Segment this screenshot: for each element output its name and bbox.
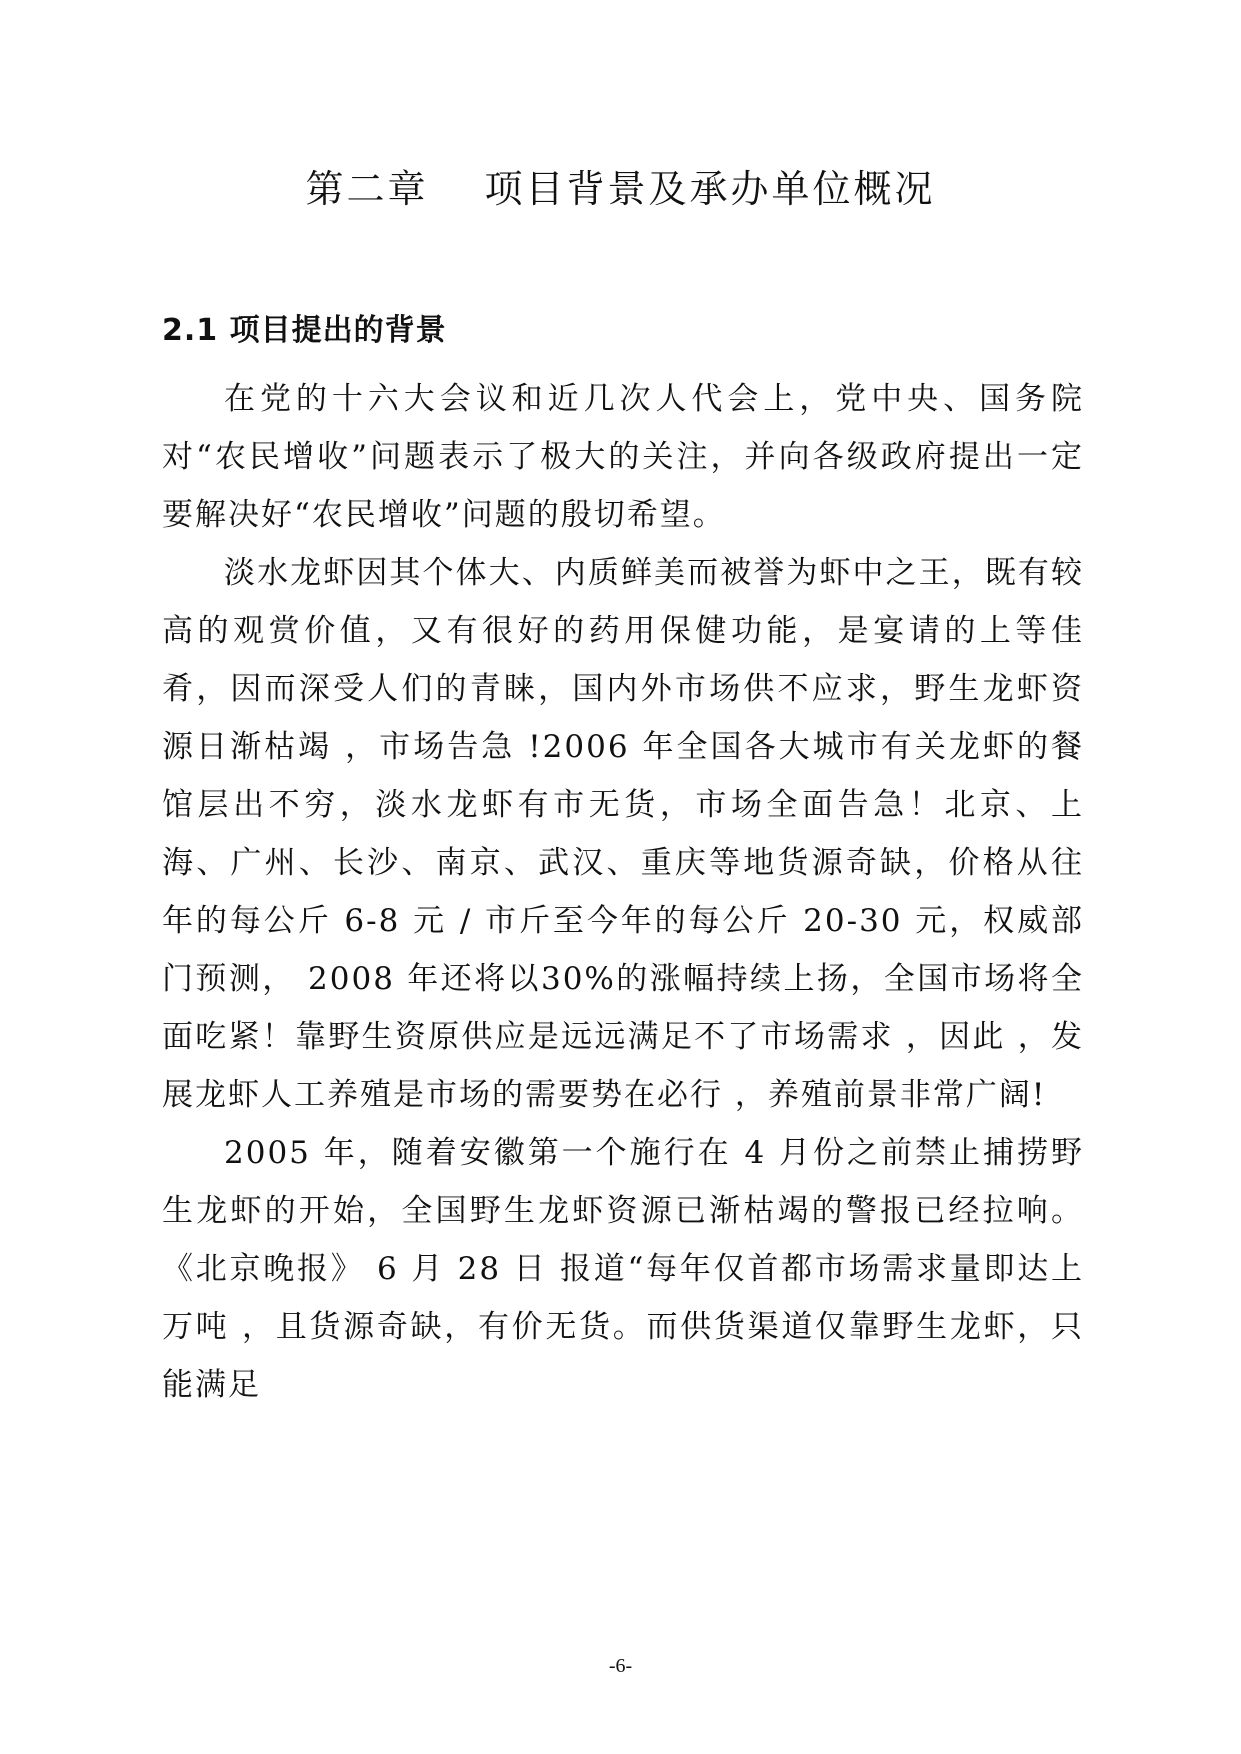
paragraph-1: 在党的十六大会议和近几次人代会上，党中央、国务院对“农民增收”问题表示了极大的关注，并向各级政府提出一定要解决好“农民增收”问题的殷切希望。 — [162, 381, 1084, 533]
chapter-title: 第二章 项目背景及承办单位概况 — [305, 167, 936, 211]
page-number: -6- — [608, 1655, 633, 1677]
paragraph-3: 2005 年，随着安徽第一个施行在 4 月份之前禁止捕捞野生龙虾的开始，全国野生龙虾资源已渐枯竭的警报已经拉响。《北京晚报》 6 月 28 日 报道“每年仅首都市场需求量即达上万吨 ，且货源奇缺，有价无货。而供货渠道仅靠野生龙虾，只能满足 — [162, 1135, 1084, 1403]
body-text — [162, 370, 1084, 1414]
section-heading: 2.1 项目提出的背景 — [162, 313, 447, 348]
paragraph-2: 淡水龙虾因其个体大、内质鲜美而被誉为虾中之王，既有较高的观赏价值，又有很好的药用保健功能，是宴请的上等佳肴，因而深受人们的青睐，国内外市场供不应求，野生龙虾资源日渐枯竭 ，市场告急 !2006 年全国各大城市有关龙虾的餐馆层出不穷，淡水龙虾有市无货，市场全面告急！北京、上海、广州、长沙、南京、武汉、重庆等地货源奇缺，价格从往年的每公斤 6-8 元 / 市斤至今年的每公斤 20-30 元，权威部门预测， 2008 年还将以30%的涨幅持续上扬，全国市场将全面吃紧！靠野生资原供应是远远满足不了市场需求 ，因此 ，发展龙虾人工养殖是市场的需要势在必行 ，养殖前景非常广阔! — [162, 555, 1084, 1113]
